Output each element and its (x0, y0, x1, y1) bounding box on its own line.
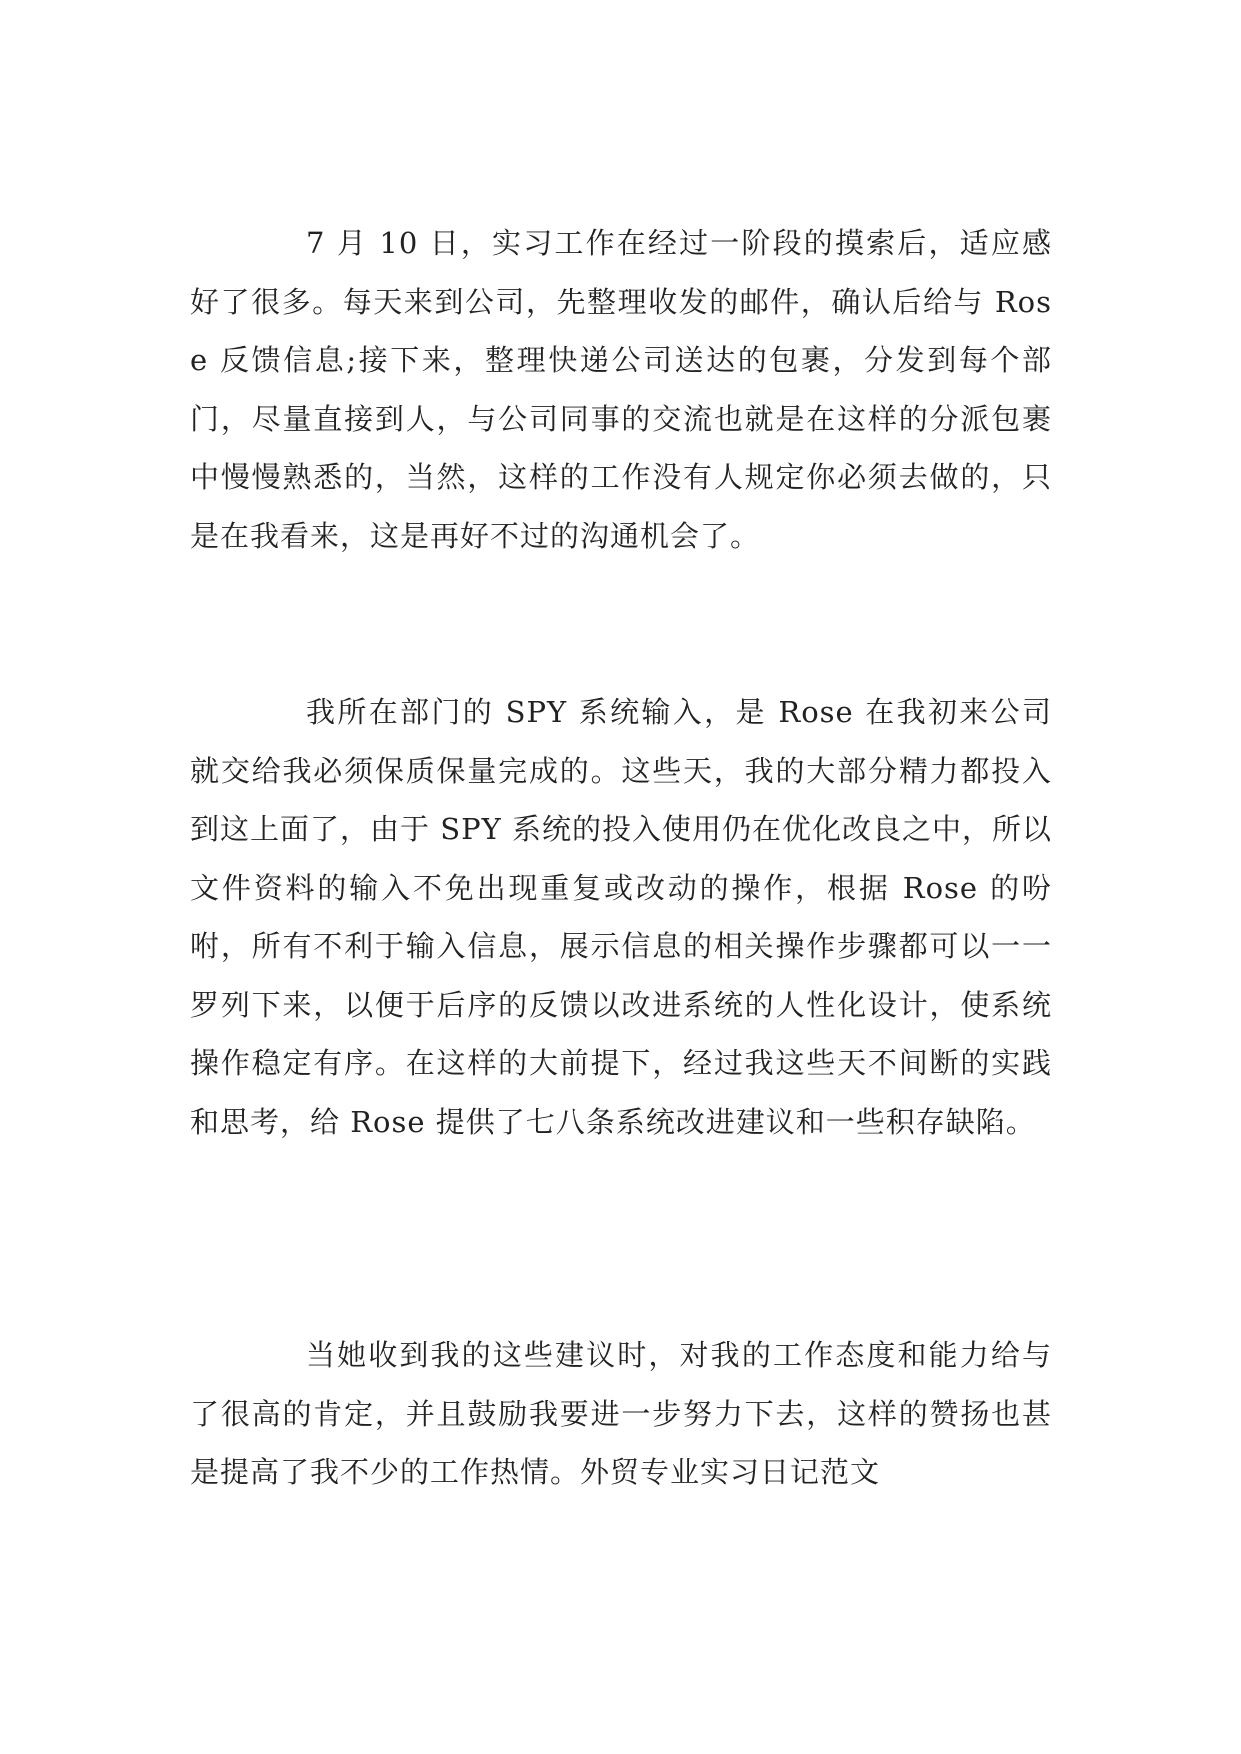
paragraph-spy-system: 我所在部门的 SPY 系统输入，是 Rose 在我初来公司就交给我必须保质保量完成的。这些天，我的大部分精力都投入到这上面了，由于 SPY 系统的投入使用仍在优化改良之中，所以文件资料的输入不免出现重复或改动的操作，根据 Rose 的吩咐，所有不利于输入信息，展示信息的相关操作步骤都可以一一罗列下来，以便于后序的反馈以改进系统的人性化设计，使系统操作稳定有序。在这样的大前提下，经过我这些天不间断的实践和思考，给 Rose 提供了七八条系统改进建议和一些积存缺陷。 (190, 695, 1052, 1139)
paragraph-july-10: 7 月 10 日，实习工作在经过一阶段的摸索后，适应感好了很多。每天来到公司，先整理收发的邮件，确认后给与 Rose 反馈信息;接下来，整理快递公司送达的包裹，分发到每个部门，尽量直接到人，与公司同事的交流也就是在这样的分派包裹中慢慢熟悉的，当然，这样的工作没有人规定你必须去做的，只是在我看来，这是再好不过的沟通机会了。 (190, 226, 1052, 553)
paragraph-feedback: 当她收到我的这些建议时，对我的工作态度和能力给与了很高的肯定，并且鼓励我要进一步努力下去，这样的赞扬也甚是提高了我不少的工作热情。外贸专业实习日记范文 (190, 1338, 1052, 1489)
